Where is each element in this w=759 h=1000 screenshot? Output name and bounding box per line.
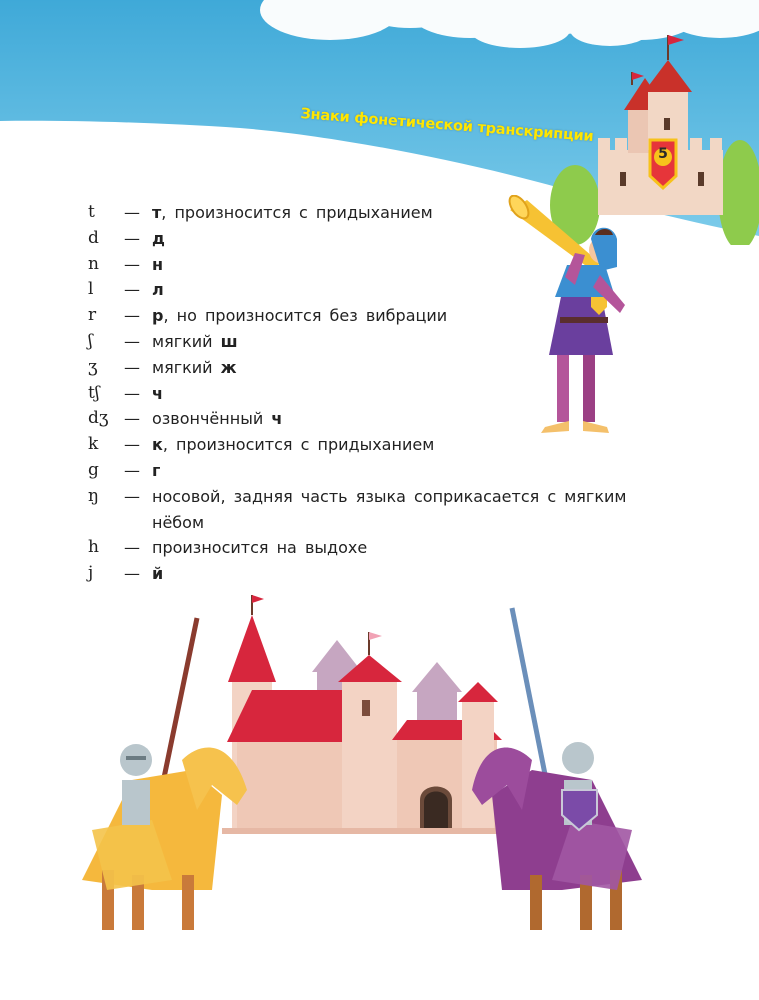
dash: — <box>124 306 140 326</box>
russian-letter: ж <box>220 357 237 377</box>
tournament-illustration <box>62 590 662 955</box>
dash: — <box>124 563 140 583</box>
russian-letter: т <box>152 203 162 222</box>
dash: — <box>124 460 140 480</box>
note: , произносится с придыханием <box>161 203 433 222</box>
description: носовой, задняя часть языка соприкасается с мягким нёбом <box>152 486 627 532</box>
description <box>152 226 165 252</box>
phonetic-symbol: ʃ <box>88 330 93 351</box>
description <box>152 406 282 432</box>
russian-letter: ш <box>220 331 238 351</box>
description <box>152 432 434 458</box>
dash: — <box>124 331 140 351</box>
phonetic-symbol: tʃ <box>88 382 100 403</box>
knight-left <box>82 618 247 930</box>
description <box>152 200 433 226</box>
phonetic-symbol: r <box>88 305 97 326</box>
description <box>152 329 238 355</box>
knight-right <box>472 608 642 930</box>
description <box>152 277 164 303</box>
phonetic-symbol: dʒ <box>88 408 109 429</box>
castle <box>222 595 507 834</box>
phonetic-symbol: ʒ <box>88 356 98 377</box>
prefix: мягкий <box>152 331 221 351</box>
dash: — <box>124 409 140 429</box>
phonetic-symbol: t <box>88 202 95 222</box>
phonetic-symbol: g <box>88 459 99 480</box>
list-item <box>88 535 648 561</box>
russian-letter: д <box>152 228 165 248</box>
note: , но произносится без вибрации <box>163 306 448 326</box>
dash: — <box>124 254 140 274</box>
russian-letter: ч <box>152 383 163 403</box>
phonetic-symbol: n <box>88 253 99 274</box>
russian-letter: й <box>152 563 164 583</box>
dash: — <box>124 203 140 222</box>
dash: — <box>124 357 140 377</box>
list-item <box>88 458 648 484</box>
russian-letter: к <box>152 435 163 455</box>
section-title: Знаки фонетической транскрипции <box>299 106 595 146</box>
description <box>152 303 447 329</box>
note: , произносится с придыханием <box>162 435 435 455</box>
description <box>152 458 160 484</box>
dash: — <box>124 486 140 506</box>
phonetic-symbol: ŋ <box>88 485 99 506</box>
phonetic-symbol: k <box>88 434 99 455</box>
dash: — <box>124 383 140 403</box>
description: произносится на выдохе <box>152 537 368 557</box>
description <box>152 252 163 278</box>
phonetic-symbol: l <box>88 279 94 300</box>
description <box>152 561 163 587</box>
dash: — <box>124 280 140 300</box>
phonetic-symbol: h <box>88 536 99 557</box>
description <box>152 355 237 381</box>
dash: — <box>124 435 140 455</box>
russian-letter: р <box>152 306 164 326</box>
russian-letter: л <box>152 280 164 300</box>
russian-letter: ч <box>271 409 283 429</box>
description <box>152 381 163 407</box>
prefix: озвончённый <box>152 409 272 429</box>
list-item <box>88 484 648 535</box>
phonetic-symbol: d <box>88 227 99 248</box>
dash: — <box>124 228 140 248</box>
prefix: мягкий <box>152 357 221 377</box>
russian-letter: н <box>152 254 164 274</box>
herald-trumpeter-illustration <box>505 195 655 440</box>
list-item <box>88 561 648 587</box>
page-number: 5 <box>658 146 668 162</box>
phonetic-symbol: j <box>88 562 94 583</box>
dash: — <box>124 537 140 557</box>
russian-letter: г <box>152 460 161 480</box>
